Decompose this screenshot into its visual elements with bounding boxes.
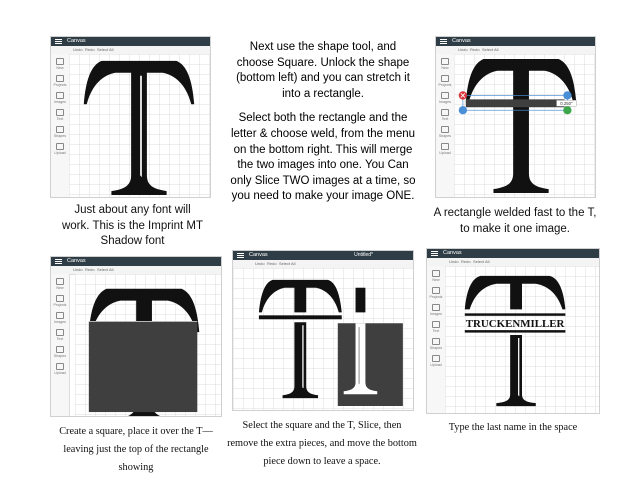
sidebar-item-projects[interactable]: Projects <box>429 287 443 299</box>
sidebar-item-new[interactable]: New <box>53 278 67 290</box>
bar-piece[interactable] <box>259 315 342 319</box>
t-stem-piece[interactable] <box>283 322 319 398</box>
sidebar-item-new[interactable]: New <box>429 270 443 282</box>
select-all-label[interactable]: Select All <box>482 47 499 52</box>
select-all-label[interactable]: Select All <box>473 259 490 264</box>
shapes-icon <box>432 338 440 345</box>
document-title: Untitled* <box>354 252 373 258</box>
design-canvas[interactable] <box>454 54 595 197</box>
sidebar-item-projects[interactable]: Projects <box>53 295 67 307</box>
hamburger-menu-icon[interactable] <box>440 39 447 44</box>
sidebar-item-images[interactable]: Images <box>429 304 443 316</box>
sidebar-item-text[interactable]: Text <box>438 109 452 121</box>
screenshot-panel-name <box>426 248 600 414</box>
sliced-t-left[interactable] <box>259 280 342 398</box>
undo-label[interactable]: Undo <box>458 47 468 52</box>
canvas-artwork <box>445 266 599 413</box>
tool-sidebar <box>51 274 70 416</box>
upload-icon <box>56 363 64 370</box>
hamburger-menu-icon[interactable] <box>431 251 438 256</box>
last-name-text[interactable]: TRUCKENMILLER <box>465 318 565 331</box>
tool-sidebar <box>427 266 446 413</box>
hamburger-menu-icon[interactable] <box>237 253 244 258</box>
t-top-piece[interactable] <box>465 276 566 310</box>
app-title: Canvas <box>249 252 268 258</box>
plus-icon <box>441 58 449 65</box>
image-icon <box>441 92 449 99</box>
caption-name: Type the last name in the space <box>448 422 578 433</box>
redo-label[interactable]: Redo <box>85 47 95 52</box>
sidebar-item-projects[interactable]: Projects <box>438 75 452 87</box>
undo-label[interactable]: Undo <box>73 47 83 52</box>
design-canvas[interactable] <box>445 266 599 413</box>
caption-font: Just about any font will work. This is the Imprint MT Shadow font <box>61 204 203 247</box>
grid-icon <box>432 287 440 294</box>
image-icon <box>432 304 440 311</box>
t-stem-piece[interactable] <box>496 335 535 406</box>
sidebar-item-text[interactable]: Text <box>53 329 67 341</box>
redo-label[interactable]: Redo <box>85 267 95 272</box>
tool-sidebar <box>436 54 455 197</box>
shapes-icon <box>56 346 64 353</box>
plus-icon <box>56 278 64 285</box>
app-title: Canvas <box>452 38 471 44</box>
grid-icon <box>441 75 449 82</box>
app-top-bar <box>51 257 221 266</box>
instruction-weld: Select both the rectangle and the letter & choose weld, from the menu on the bottom right. This will merge the two images into one. You Can only Slice TWO images at a time, so you need to make your image ONE. <box>230 112 416 203</box>
sidebar-item-shapes[interactable]: Shapes <box>429 338 443 350</box>
center-instructions <box>230 40 416 214</box>
hamburger-menu-icon[interactable] <box>55 39 62 44</box>
app-title: Canvas <box>67 258 86 264</box>
tool-sidebar <box>51 54 70 197</box>
select-all-label[interactable]: Select All <box>279 261 296 266</box>
canvas-artwork <box>69 54 210 197</box>
grid-icon <box>56 75 64 82</box>
screenshot-panel-font <box>50 36 211 198</box>
screenshot-panel-slice-result <box>232 250 414 411</box>
upload-icon <box>432 355 440 362</box>
screenshot-panel-square-overlay <box>50 256 222 417</box>
sidebar-item-upload[interactable]: Upload <box>438 143 452 155</box>
text-icon <box>56 329 64 336</box>
undo-label[interactable]: Undo <box>449 259 459 264</box>
square-shape[interactable] <box>89 321 197 412</box>
image-icon <box>56 312 64 319</box>
undo-label[interactable]: Undo <box>255 261 265 266</box>
sidebar-item-upload[interactable]: Upload <box>53 363 67 375</box>
select-all-label[interactable]: Select All <box>97 47 114 52</box>
instruction-shape-tool: Next use the shape tool, and choose Square. Unlock the shape (bottom left) and you can stretch it into a rectangle. <box>236 41 410 100</box>
caption-slice: Select the square and the T, Slice, then remove the extra pieces, and move the bottom piece down to leave a space. <box>227 420 417 467</box>
hamburger-menu-icon[interactable] <box>55 259 62 264</box>
plus-icon <box>432 270 440 277</box>
text-icon <box>56 109 64 116</box>
caption-square: Create a square, place it over the T—leaving just the top of the rectangle showing <box>59 426 213 473</box>
design-canvas[interactable] <box>233 268 413 410</box>
upload-icon <box>56 143 64 150</box>
sidebar-item-shapes[interactable]: Shapes <box>438 126 452 138</box>
upload-icon <box>441 143 449 150</box>
sidebar-item-images[interactable]: Images <box>438 92 452 104</box>
welded-rectangle[interactable] <box>466 99 565 107</box>
lower-bar[interactable] <box>465 330 566 332</box>
redo-label[interactable]: Redo <box>461 259 471 264</box>
canvas-artwork <box>75 274 221 416</box>
shapes-icon <box>441 126 449 133</box>
sidebar-item-upload[interactable]: Upload <box>53 143 67 155</box>
sidebar-item-text[interactable]: Text <box>53 109 67 121</box>
dimension-readout: 0.250" <box>560 101 573 107</box>
sidebar-item-shapes[interactable]: Shapes <box>53 126 67 138</box>
extra-stem-top[interactable] <box>356 288 366 313</box>
app-title: Canvas <box>67 38 86 44</box>
letter-shadow-line <box>140 76 142 178</box>
plus-icon <box>56 58 64 65</box>
cutout-shadow-line <box>359 327 360 384</box>
canvas-artwork <box>233 268 413 410</box>
sidebar-item-projects[interactable]: Projects <box>53 75 67 87</box>
caption-welded: A rectangle welded fast to the T, to make it one image. <box>433 207 597 235</box>
app-top-bar <box>427 249 599 258</box>
app-title: Canvas <box>443 250 462 256</box>
app-top-bar <box>51 37 210 46</box>
stem-shadow-line <box>518 338 519 396</box>
sidebar-item-images[interactable]: Images <box>53 312 67 324</box>
lock-handle-icon[interactable] <box>459 106 467 114</box>
extra-pieces-right[interactable] <box>338 288 403 406</box>
sidebar-item-text[interactable]: Text <box>429 321 443 333</box>
sidebar-item-new[interactable]: New <box>438 58 452 70</box>
rotate-handle-icon[interactable] <box>563 91 571 99</box>
sidebar-item-new[interactable]: New <box>53 58 67 70</box>
canvas-artwork <box>454 54 595 197</box>
select-all-label[interactable]: Select All <box>97 267 114 272</box>
undo-label[interactable]: Undo <box>73 267 83 272</box>
app-top-bar <box>233 251 413 260</box>
sidebar-item-images[interactable]: Images <box>53 92 67 104</box>
t-top-piece[interactable] <box>259 280 342 313</box>
design-canvas[interactable] <box>69 54 210 197</box>
letter-t-glyph[interactable] <box>466 59 576 193</box>
design-canvas[interactable] <box>75 274 221 416</box>
redo-label[interactable]: Redo <box>267 261 277 266</box>
sidebar-item-shapes[interactable]: Shapes <box>53 346 67 358</box>
sidebar-item-upload[interactable]: Upload <box>429 355 443 367</box>
screenshot-panel-welded-rectangle <box>435 36 596 198</box>
resize-handle-icon[interactable] <box>563 106 571 114</box>
image-icon <box>56 92 64 99</box>
grid-icon <box>56 295 64 302</box>
text-icon <box>432 321 440 328</box>
redo-label[interactable]: Redo <box>470 47 480 52</box>
stem-shadow-line <box>302 325 303 388</box>
letter-t-glyph[interactable] <box>84 61 194 195</box>
upper-bar[interactable] <box>465 313 566 315</box>
text-icon <box>441 109 449 116</box>
shapes-icon <box>56 126 64 133</box>
app-top-bar <box>436 37 595 46</box>
